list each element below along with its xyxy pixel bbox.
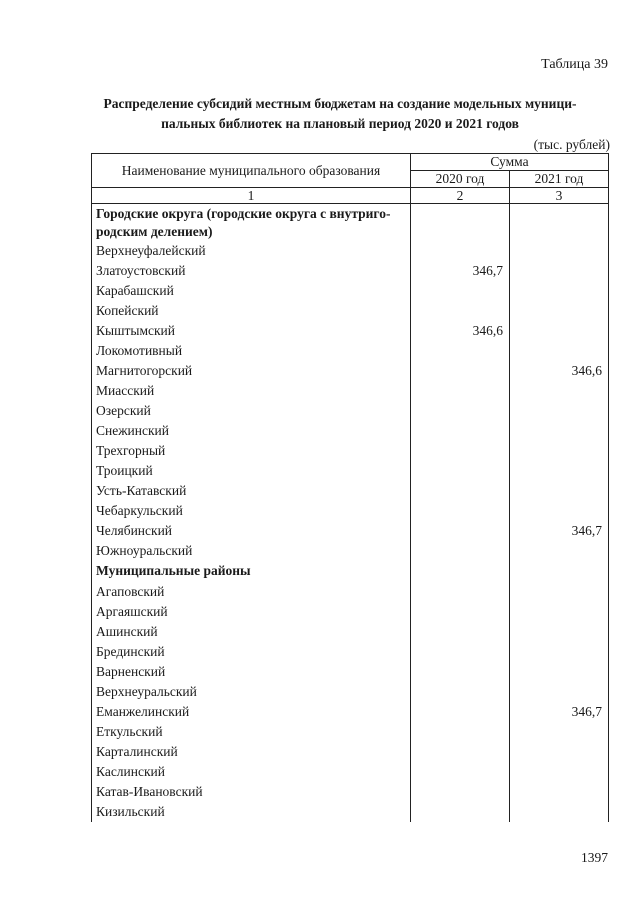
table-row xyxy=(92,602,609,622)
value-2020 xyxy=(411,722,510,742)
value-2021 xyxy=(510,501,609,521)
value-2020 xyxy=(411,301,510,321)
municipality-name: Еманжелинский xyxy=(92,702,411,722)
value-2020 xyxy=(411,622,510,642)
header-year-2021: 2021 год xyxy=(510,171,609,188)
value-2021 xyxy=(510,541,609,561)
municipality-name: Брединский xyxy=(92,642,411,662)
municipality-name: Верхнеуфалейский xyxy=(92,241,411,261)
title-line: пальных библиотек на плановый период 2020 и 2021 годов xyxy=(161,116,519,131)
table-row xyxy=(92,421,609,441)
value-2021 xyxy=(510,261,609,281)
table-row xyxy=(92,541,609,561)
value-2020 xyxy=(411,561,510,582)
municipality-name: Озерский xyxy=(92,401,411,421)
table-row xyxy=(92,361,609,381)
header-col-1: 1 xyxy=(92,188,411,204)
section-row xyxy=(92,561,609,582)
municipality-name: Кыштымский xyxy=(92,321,411,341)
value-2020 xyxy=(411,682,510,702)
value-2021: 346,7 xyxy=(510,521,609,541)
value-2020 xyxy=(411,421,510,441)
value-2020 xyxy=(411,642,510,662)
value-2021 xyxy=(510,461,609,481)
value-2020 xyxy=(411,521,510,541)
value-2021 xyxy=(510,481,609,501)
value-2021 xyxy=(510,802,609,822)
value-2021 xyxy=(510,662,609,682)
section-name xyxy=(92,204,411,242)
value-2021 xyxy=(510,281,609,301)
value-2020 xyxy=(411,401,510,421)
table-row xyxy=(92,722,609,742)
value-2021 xyxy=(510,762,609,782)
table-row xyxy=(92,782,609,802)
value-2021 xyxy=(510,622,609,642)
table-header xyxy=(92,154,609,204)
table-row xyxy=(92,582,609,602)
table-row xyxy=(92,662,609,682)
value-2021 xyxy=(510,742,609,762)
table-number: Таблица 39 xyxy=(541,57,608,72)
value-2020 xyxy=(411,541,510,561)
table-row xyxy=(92,481,609,501)
municipality-name: Ашинский xyxy=(92,622,411,642)
municipality-name: Каслинский xyxy=(92,762,411,782)
table-row xyxy=(92,281,609,301)
value-2020 xyxy=(411,762,510,782)
value-2020 xyxy=(411,204,510,242)
municipality-name: Карталинский xyxy=(92,742,411,762)
units-label: (тыс. рублей) xyxy=(533,137,610,152)
table-row xyxy=(92,762,609,782)
section-name-line: Городские округа (городские округа с внутриго- xyxy=(96,206,391,221)
subsidy-table-container xyxy=(91,153,608,822)
value-2021 xyxy=(510,301,609,321)
value-2020 xyxy=(411,341,510,361)
header-sum: Сумма xyxy=(411,154,609,171)
municipality-name: Локомотивный xyxy=(92,341,411,361)
municipality-name: Усть-Катавский xyxy=(92,481,411,501)
document-title xyxy=(60,94,620,134)
table-row xyxy=(92,742,609,762)
table-row xyxy=(92,802,609,822)
value-2021 xyxy=(510,602,609,622)
table-row xyxy=(92,441,609,461)
municipality-name: Верхнеуральский xyxy=(92,682,411,702)
value-2020 xyxy=(411,582,510,602)
subsidy-table xyxy=(91,153,609,822)
municipality-name: Миасский xyxy=(92,381,411,401)
title-line: Распределение субсидий местным бюджетам на создание модельных муници- xyxy=(103,96,577,111)
table-row xyxy=(92,682,609,702)
table-row xyxy=(92,381,609,401)
municipality-name: Катав-Ивановский xyxy=(92,782,411,802)
value-2021 xyxy=(510,441,609,461)
value-2020 xyxy=(411,281,510,301)
table-row xyxy=(92,401,609,421)
table-row xyxy=(92,642,609,662)
value-2021 xyxy=(510,682,609,702)
municipality-name: Карабашский xyxy=(92,281,411,301)
municipality-name: Челябинский xyxy=(92,521,411,541)
municipality-name: Кизильский xyxy=(92,802,411,822)
table-row xyxy=(92,461,609,481)
table-row xyxy=(92,241,609,261)
value-2021 xyxy=(510,582,609,602)
municipality-name: Южноуральский xyxy=(92,541,411,561)
header-col-2: 2 xyxy=(411,188,510,204)
value-2020 xyxy=(411,441,510,461)
value-2020 xyxy=(411,501,510,521)
value-2020 xyxy=(411,361,510,381)
value-2020 xyxy=(411,481,510,501)
municipality-name: Чебаркульский xyxy=(92,501,411,521)
table-row xyxy=(92,521,609,541)
value-2020 xyxy=(411,602,510,622)
value-2020 xyxy=(411,702,510,722)
value-2020 xyxy=(411,782,510,802)
value-2020 xyxy=(411,742,510,762)
municipality-name: Трехгорный xyxy=(92,441,411,461)
municipality-name: Аргаяшский xyxy=(92,602,411,622)
section-row xyxy=(92,204,609,242)
municipality-name: Копейский xyxy=(92,301,411,321)
table-row xyxy=(92,341,609,361)
municipality-name: Варненский xyxy=(92,662,411,682)
value-2021 xyxy=(510,204,609,242)
value-2021 xyxy=(510,782,609,802)
value-2020 xyxy=(411,241,510,261)
value-2020: 346,6 xyxy=(411,321,510,341)
table-row xyxy=(92,301,609,321)
value-2020 xyxy=(411,461,510,481)
table-body xyxy=(92,204,609,823)
value-2021 xyxy=(510,722,609,742)
municipality-name: Троицкий xyxy=(92,461,411,481)
municipality-name: Еткульский xyxy=(92,722,411,742)
value-2021 xyxy=(510,401,609,421)
value-2020: 346,7 xyxy=(411,261,510,281)
value-2021 xyxy=(510,241,609,261)
value-2021 xyxy=(510,321,609,341)
value-2020 xyxy=(411,381,510,401)
municipality-name: Златоустовский xyxy=(92,261,411,281)
table-row xyxy=(92,261,609,281)
header-col-3: 3 xyxy=(510,188,609,204)
table-row xyxy=(92,501,609,521)
value-2021 xyxy=(510,642,609,662)
value-2020 xyxy=(411,802,510,822)
header-name: Наименование муниципального образования xyxy=(92,154,411,188)
municipality-name: Магнитогорский xyxy=(92,361,411,381)
value-2021: 346,7 xyxy=(510,702,609,722)
value-2021 xyxy=(510,381,609,401)
page-number: 1397 xyxy=(581,850,608,865)
value-2020 xyxy=(411,662,510,682)
table-row xyxy=(92,622,609,642)
value-2021: 346,6 xyxy=(510,361,609,381)
municipality-name: Снежинский xyxy=(92,421,411,441)
section-name: Муниципальные районы xyxy=(92,561,411,582)
table-row xyxy=(92,321,609,341)
value-2021 xyxy=(510,421,609,441)
header-year-2020: 2020 год xyxy=(411,171,510,188)
municipality-name: Агаповский xyxy=(92,582,411,602)
value-2021 xyxy=(510,561,609,582)
table-row xyxy=(92,702,609,722)
value-2021 xyxy=(510,341,609,361)
section-name-line: родским делением) xyxy=(96,224,213,239)
